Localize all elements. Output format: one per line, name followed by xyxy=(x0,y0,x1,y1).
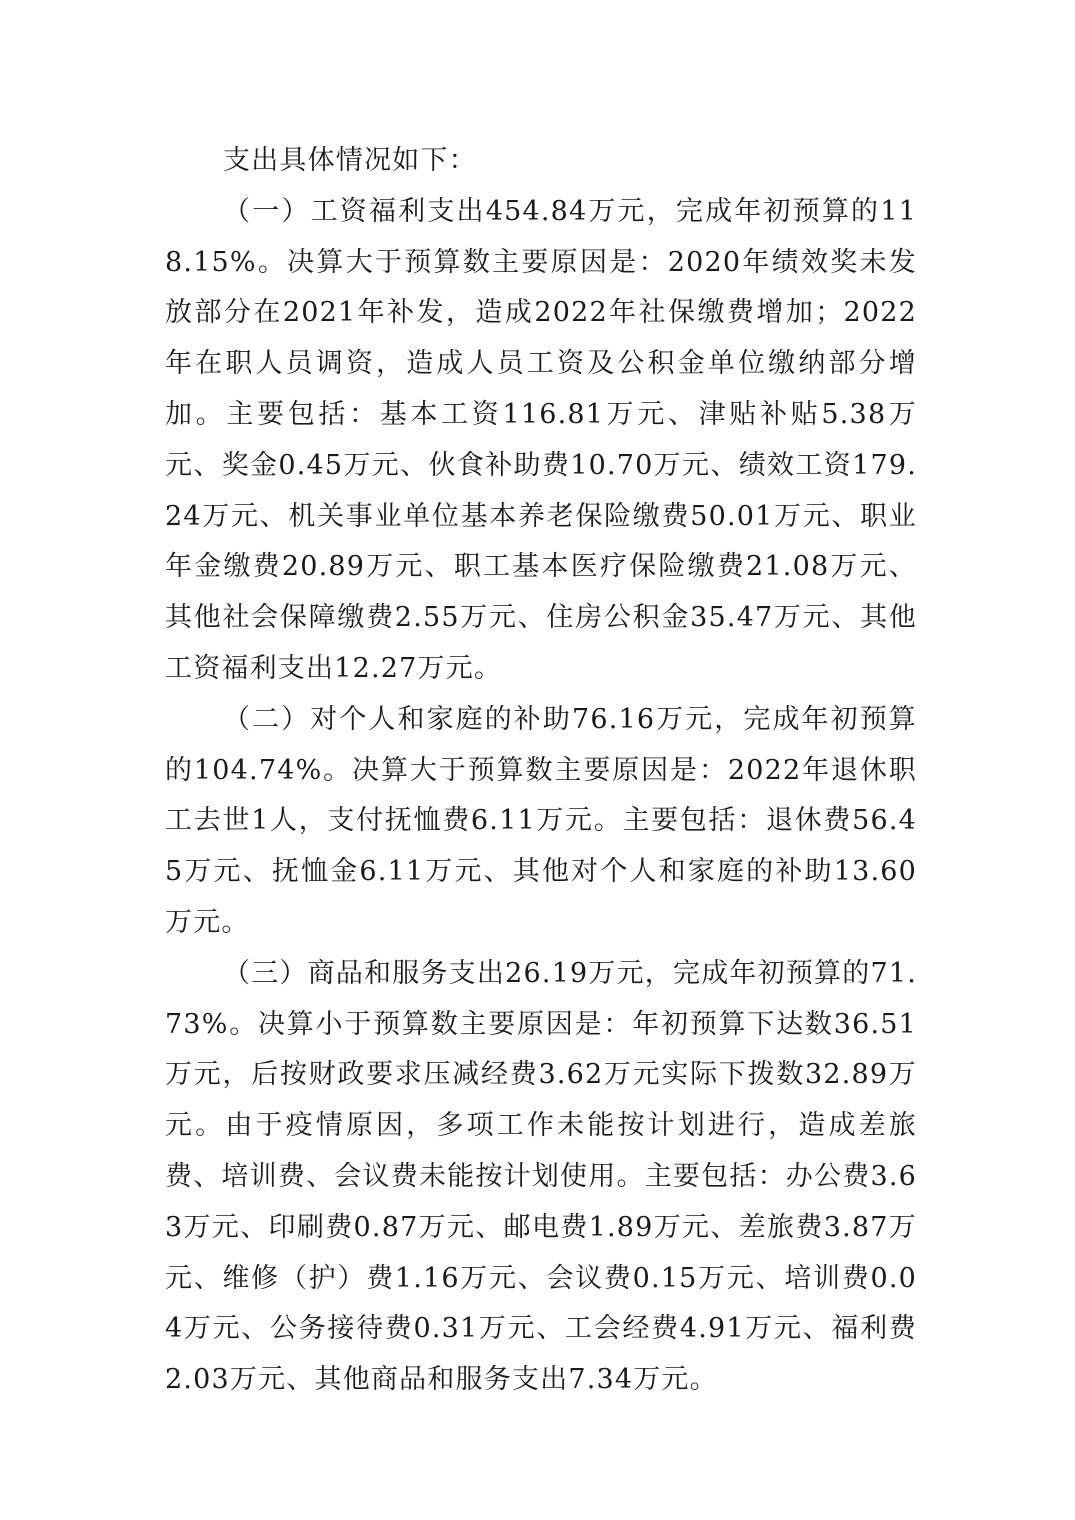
intro-paragraph: 支出具体情况如下： xyxy=(223,145,477,176)
document-body xyxy=(165,136,917,1406)
individual-family-subsidy-paragraph: （二）对个人和家庭的补助76.16万元，完成年初预算的104.74%。决算大于预算数主要原因是：2022年退休职工去世1人，支付抚恤费6.11万元。主要包括：退休费56.45万元、抚恤金6.11万元、其他对个人和家庭的补助13.60万元。 xyxy=(165,703,917,938)
wages-welfare-paragraph: （一）工资福利支出454.84万元，完成年初预算的118.15%。决算大于预算数主要原因是：2020年绩效奖未发放部分在2021年补发，造成2022年社保缴费增加；2022年在职人员调资，造成人员工资及公积金单位缴纳部分增加。主要包括：基本工资116.81万元、津贴补贴5.38万元、奖金0.45万元、伙食补助费10.70万元、绩效工资179.24万元、机关事业单位基本养老保险缴费50.01万元、职业年金缴费20.89万元、职工基本医疗保险缴费21.08万元、其他社会保障缴费2.55万元、住房公积金35.47万元、其他工资福利支出12.27万元。 xyxy=(165,195,917,684)
goods-services-paragraph: （三）商品和服务支出26.19万元，完成年初预算的71.73%。决算小于预算数主要原因是：年初预算下达数36.51万元，后按财政要求压减经费3.62万元实际下拨数32.89万元。由于疫情原因，多项工作未能按计划进行，造成差旅费、培训费、会议费未能按计划使用。主要包括：办公费3.63万元、印刷费0.87万元、邮电费1.89万元、差旅费3.87万元、维修（护）费1.16万元、会议费0.15万元、培训费0.04万元、公务接待费0.31万元、工会经费4.91万元、福利费2.03万元、其他商品和服务支出7.34万元。 xyxy=(165,957,917,1396)
